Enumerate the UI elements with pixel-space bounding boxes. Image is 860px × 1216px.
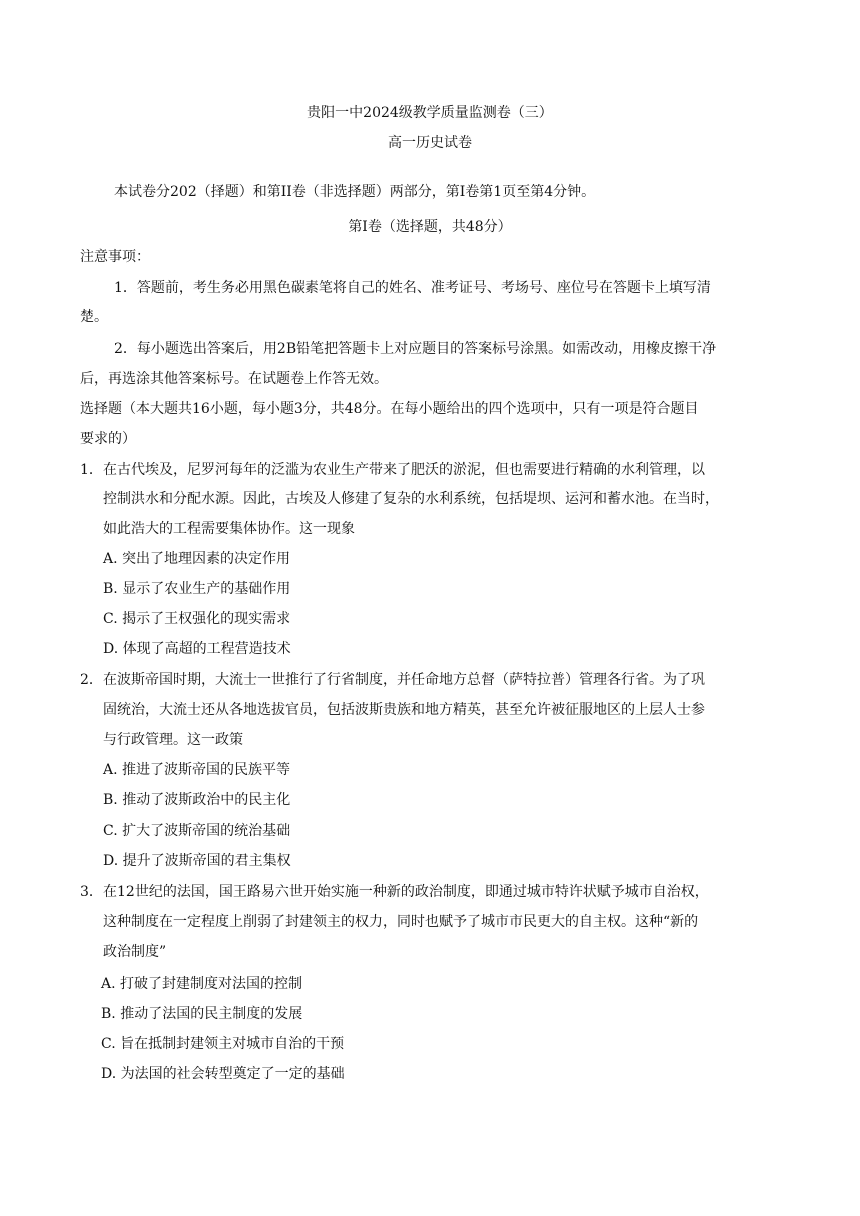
intro-text: 本试卷分202（择题）和第II卷（非选择题）两部分，第I卷第1页至第4分钟。 <box>114 184 596 200</box>
question-number: 1． <box>80 462 103 478</box>
section-line2: 要求的） <box>80 431 136 447</box>
note-1-line2: 楚。 <box>80 309 108 325</box>
option-a: A. 推进了波斯帝国的民族平等 <box>103 762 291 778</box>
option-d: D. 为法国的社会转型奠定了一定的基础 <box>101 1066 345 1082</box>
question-text-line: 在波斯帝国时期，大流士一世推行了行省制度，并任命地方总督（萨特拉普）管理各行省。为了巩 <box>103 672 705 688</box>
option-a: A. 突出了地理因素的决定作用 <box>103 551 291 567</box>
question-text-line: 与行政管理。这一政策 <box>103 732 243 748</box>
note-2-line1: 2．每小题选出答案后，用2B铅笔把答题卡上对应题目的答案标号涂黑。如需改动，用橡皮擦干净 <box>114 341 717 357</box>
note-1-line1: 1．答题前，考生务必用黑色碳素笔将自己的姓名、准考证号、考场号、座位号在答题卡上填写清 <box>114 280 711 296</box>
question-number: 3． <box>80 884 103 900</box>
option-d: D. 体现了高超的工程营造技术 <box>103 641 291 657</box>
question-text-line: 在古代埃及，尼罗河每年的泛滥为农业生产带来了肥沃的淤泥，但也需要进行精确的水利管理，以 <box>103 462 705 478</box>
option-b: B. 推动了波斯政治中的民主化 <box>103 792 291 808</box>
exam-title: 贵阳一中2024级教学质量监测卷（三） <box>307 105 553 121</box>
question-text-line: 这种制度在一定程度上削弱了封建领主的权力，同时也赋予了城市市民更大的自主权。这种“新的 <box>103 914 699 930</box>
part1-title: 第I卷（选择题，共48分） <box>348 219 512 235</box>
question-text-line: 控制洪水和分配水源。因此，古埃及人修建了复杂的水利系统，包括堤坝、运河和蓄水池。在当时， <box>103 491 719 507</box>
question-number: 2． <box>80 672 103 688</box>
notes-heading: 注意事项： <box>80 249 150 265</box>
exam-subtitle: 高一历史试卷 <box>388 135 472 151</box>
option-d: D. 提升了波斯帝国的君主集权 <box>103 853 291 869</box>
option-c: C. 扩大了波斯帝国的统治基础 <box>103 823 291 839</box>
question-text-line: 在12世纪的法国，国王路易六世开始实施一种新的政治制度，即通过城市特许状赋予城市自治权， <box>103 884 709 900</box>
question-text-line: 如此浩大的工程需要集体协作。这一现象 <box>103 521 355 537</box>
option-c: C. 旨在抵制封建领主对城市自治的干预 <box>101 1036 345 1052</box>
option-b: B. 显示了农业生产的基础作用 <box>103 581 291 597</box>
note-2-line2: 后，再选涂其他答案标号。在试题卷上作答无效。 <box>80 371 388 387</box>
option-a: A. 打破了封建制度对法国的控制 <box>101 976 303 992</box>
question-text-line: 固统治，大流士还从各地选拔官员，包括波斯贵族和地方精英，甚至允许被征服地区的上层人士参 <box>103 702 705 718</box>
section-line1: 选择题（本大题共16小题，每小题3分，共48分。在每小题给出的四个选项中，只有一项是符合题目 <box>80 401 699 417</box>
option-c: C. 揭示了王权强化的现实需求 <box>103 611 291 627</box>
question-text-line: 政治制度” <box>103 944 167 960</box>
option-b: B. 推动了法国的民主制度的发展 <box>101 1006 303 1022</box>
